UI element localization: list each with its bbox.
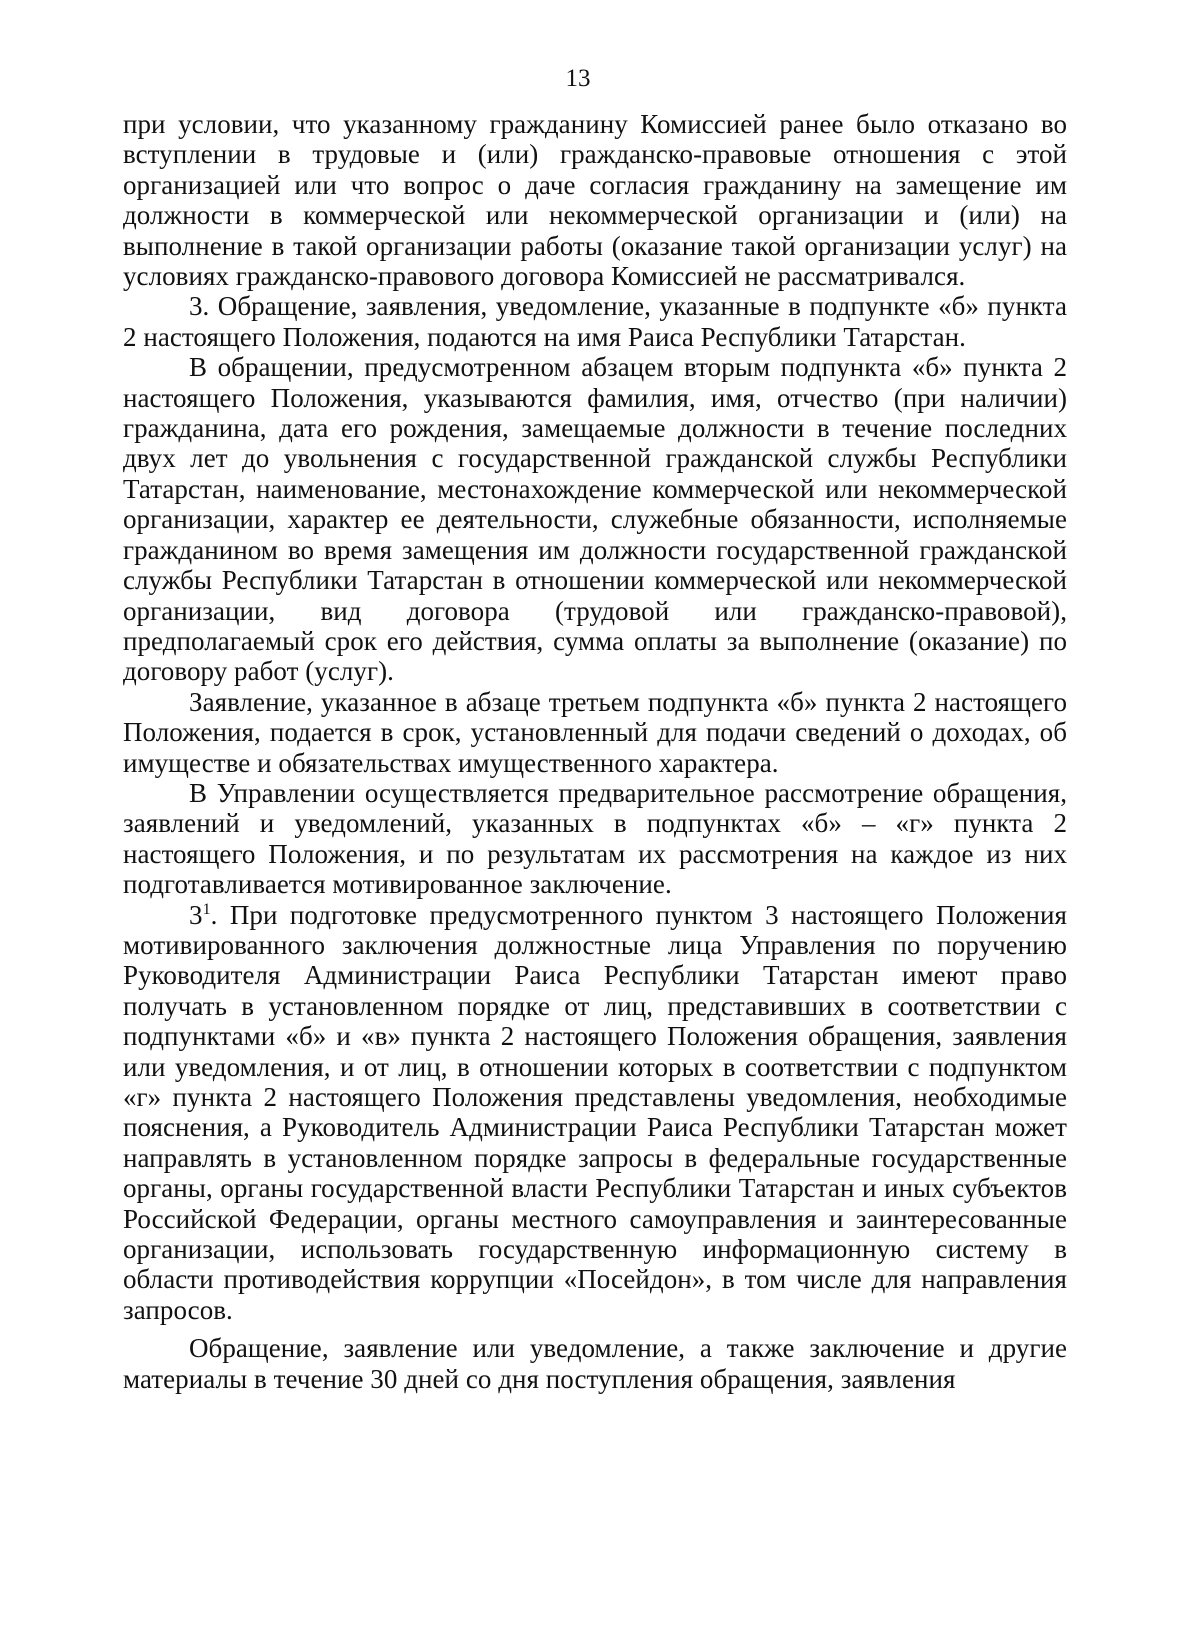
paragraph-materials-term: Обращение, заявление или уведомление, а также заключение и другие материалы в течение 30 дней со дня поступления обращения, заявления [123,1333,1067,1394]
paragraph-continuation: при условии, что указанному гражданину Комиссией ранее было отказано во вступлении в трудовые и (или) гражданско-правовые отношения с этой организацией или что вопрос о даче согласия гражданину на замещение им должности в коммерческой или некоммерческой организации и (или) на выполнение в такой организации работы (оказание такой организации услуг) на условиях гражданско-правового договора Комиссией не рассматривался. [123,109,1067,292]
page-number: 13 [565,65,591,92]
paragraph-item-3: 3. Обращение, заявления, уведомление, указанные в подпункте «б» пункта 2 настоящего Положения, подаются на имя Раиса Республики Татарстан. [123,291,1067,352]
paragraph-preliminary-review: В Управлении осуществляется предварительное рассмотрение обращения, заявлений и уведомлений, указанных в подпунктах «б» – «г» пункта 2 настоящего Положения, и по результатам их рассмотрения на каждое из них подготавливается мотивированное заключение. [123,777,1067,900]
item-number: 3 [189,899,203,930]
paragraph-item-3-1 [123,900,1067,1326]
document-body [123,109,1067,1394]
paragraph-appeal-contents: В обращении, предусмотренном абзацем вторым подпункта «б» пункта 2 настоящего Положения, указываются фамилия, имя, отчество (при наличии) гражданина, дата его рождения, замещаемые должности в течение последних двух лет до увольнения с государственной гражданской службы Республики Татарстан, наименование, местонахождение коммерческой или некоммерческой организации, характер ее деятельности, служебные обязанности, исполняемые гражданином во время замещения им должности государственной гражданской службы Республики Татарстан в отношении коммерческой или некоммерческой организации, вид договора (трудовой или гражданско-правовой), предполагаемый срок его действия, сумма оплаты за выполнение (оказание) по договору работ (услуг). [123,352,1067,687]
item-superscript: 1 [202,900,211,918]
item-text: . При подготовке предусмотренного пунктом 3 настоящего Положения мотивированного заключения должностные лица Управления по поручению Руководителя Администрации Раиса Республики Татарстан имеют право получать в установленном порядке от лиц, представивших в соответствии с подпунктами «б» и «в» пункта 2 настоящего Положения обращения, заявления или уведомления, и от лиц, в отношении которых в соответствии с подпунктом «г» пункта 2 настоящего Положения представлены уведомления, необходимые пояснения, а Руководитель Администрации Раиса Республики Татарстан может направлять в установленном порядке запросы в федеральные государственные органы, органы государственной власти Республики Татарстан и иных субъектов Российской Федерации, органы местного самоуправления и заинтересованные организации, использовать государственную информационную систему в области противодействия коррупции «Посейдон», в том числе для направления запросов. [123,899,1067,1325]
paragraph-statement-deadline: Заявление, указанное в абзаце третьем подпункта «б» пункта 2 настоящего Положения, подается в срок, установленный для подачи сведений о доходах, об имуществе и обязательствах имущественного характера. [123,686,1067,778]
